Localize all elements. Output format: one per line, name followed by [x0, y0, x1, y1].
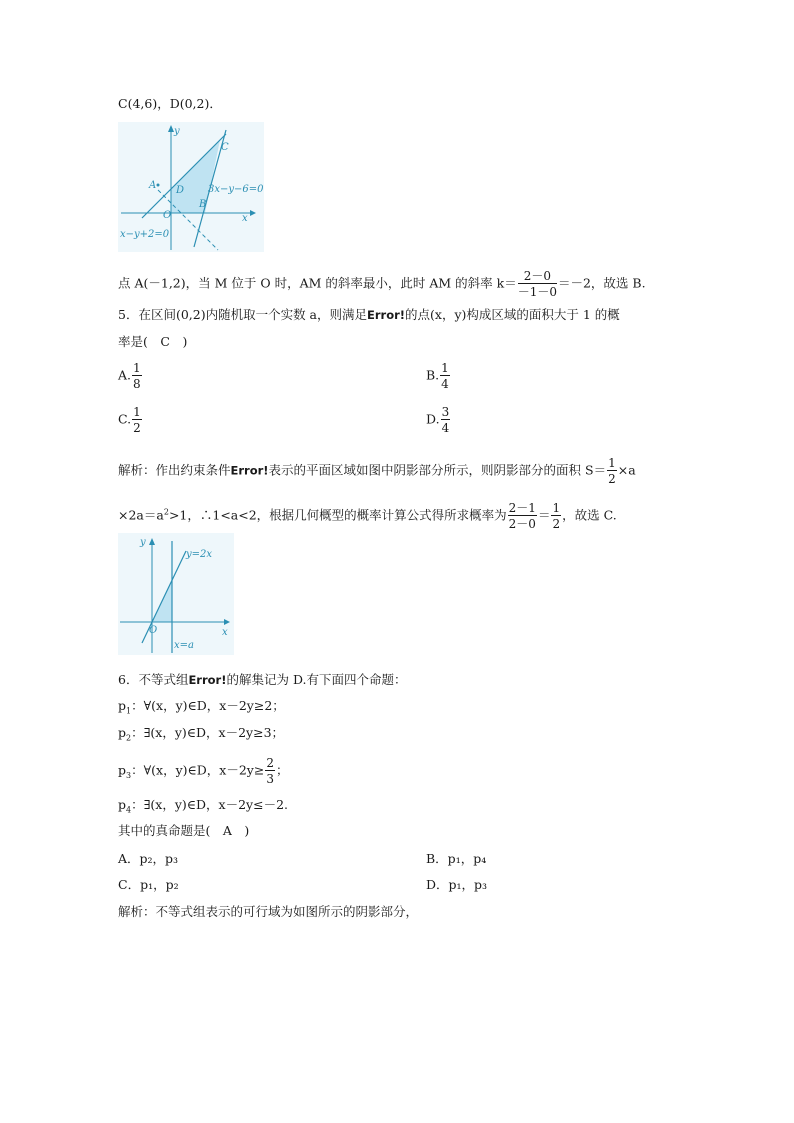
fig2-x-label: x [222, 627, 228, 638]
p3-end: ； [275, 762, 289, 778]
p2-text: ：∃(x，y)∈D，x－2y≥3； [131, 725, 285, 740]
fig1-point-b: B [199, 199, 207, 210]
q5-error-marker: Error! [367, 308, 406, 322]
p3-den: 3 [266, 772, 274, 786]
slope-text-a: 点 A(－1,2)，当 M 位于 O 时，AM 的斜率最小，此时 AM 的斜率 k＝ [118, 275, 517, 291]
sol5-text-b: 表示的平面区域如图中阴影部分所示，则阴影部分的面积 S＝ [268, 462, 607, 478]
sol5-error-marker: Error! [230, 463, 269, 478]
q5-option-c [118, 406, 143, 434]
text-line-c-d: C(4,6)，D(0,2)． [118, 96, 222, 111]
fig1-point-c: C [221, 142, 229, 153]
sol5-den3: 2 [552, 517, 561, 531]
question-6-stem [118, 672, 407, 688]
fig2-point-o: O [149, 625, 158, 636]
q5-c-den: 2 [133, 421, 141, 435]
sol5-num: 1 [608, 456, 616, 470]
sol5-text-e: >1，∴1<a<2，根据几何概型的概率计算公式得所求概率为 [168, 507, 507, 523]
q6-option-d: D．p₁，p₃ [426, 877, 488, 892]
slope-fraction [518, 270, 557, 298]
q5-option-a [118, 362, 143, 390]
q5-option-d [426, 406, 451, 434]
q6-option-c: C．p₁，p₂ [118, 877, 179, 892]
slope-text-b: ＝－2，故选 B. [557, 275, 646, 291]
q5-a-den: 8 [133, 377, 141, 391]
fig1-point-d: D [176, 185, 185, 196]
question-5-answer: 率是( C ) [118, 334, 188, 349]
fig2-y-label: y [140, 537, 146, 548]
q6-error-marker: Error! [188, 673, 227, 687]
q5-option-c-label: C. [118, 411, 132, 427]
q5-a-num: 1 [133, 361, 141, 375]
sol5-num3: 1 [552, 501, 561, 515]
fig1-x-label: x [242, 213, 248, 224]
p4-text: ：∃(x，y)∈D，x－2y≤－2. [131, 797, 288, 812]
question-6-answer: 其中的真命题是( A ) [118, 823, 250, 838]
proposition-p1: $p_1$：∀(x，y)∈D，x－2y≥2； [118, 698, 285, 716]
q5-option-d-label: D. [426, 411, 440, 427]
q5-b-den: 4 [441, 377, 449, 391]
figure-1-feasible-region [118, 122, 264, 252]
sol5-text-c: ×a [617, 462, 636, 478]
sol5-den2: 2－0 [508, 517, 536, 531]
fig1-point-o: O [163, 210, 172, 221]
q5-option-b-label: B. [426, 367, 440, 383]
proposition-p4: $p_4$：∃(x，y)∈D，x－2y≤－2. [118, 797, 288, 815]
solution-5-line-1 [118, 457, 636, 485]
fig1-point-a: A [149, 180, 157, 191]
q6-option-a: A．p₂，p₃ [118, 851, 179, 866]
slope-numerator: 2－0 [518, 270, 557, 284]
q6-option-b: B．p₁，p₄ [426, 851, 487, 866]
fig2-line-2-label: x=a [174, 640, 194, 651]
fig2-line-1-label: y=2x [186, 549, 213, 560]
slope-denominator: －1－0 [517, 285, 557, 299]
q5-option-a-label: A. [118, 367, 132, 383]
q5-text-a: 5．在区间(0,2)内随机取一个实数 a，则满足 [118, 307, 368, 322]
sol5-num2: 2－1 [508, 501, 536, 515]
sol5-text-g: ，故选 C. [562, 507, 617, 523]
p3-text: ：∀(x，y)∈D，x－2y≥ [131, 762, 265, 778]
proposition-p2: $p_2$：∃(x，y)∈D，x－2y≥3； [118, 725, 285, 743]
figure-2-shaded-region [118, 533, 234, 655]
q5-b-num: 1 [441, 361, 449, 375]
q5-text-b: 的点(x，y)构成区域的面积大于 1 的概 [405, 307, 620, 322]
p1-text: ：∀(x，y)∈D，x－2y≥2； [131, 698, 285, 713]
solution-5-line-2 [118, 502, 617, 530]
p3-num: 2 [266, 756, 274, 770]
q6-text-b: 的解集记为 D.有下面四个命题： [226, 672, 407, 687]
solution-6-line-1: 解析：不等式组表示的可行域为如图所示的阴影部分， [118, 904, 419, 919]
sol5-text-d: ×2a＝a [118, 507, 164, 523]
fig1-line-2-label: x−y+2=0 [120, 229, 170, 240]
text-line-slope [118, 270, 646, 298]
fig1-line-1-label: 3x−y−6=0 [208, 184, 264, 195]
sol5-text-a: 解析：作出约束条件 [118, 462, 231, 478]
q5-d-den: 4 [441, 421, 450, 435]
question-5-stem [118, 307, 620, 323]
fig1-y-label: y [174, 126, 180, 137]
q5-option-b [426, 362, 451, 390]
sol5-square-sup: 2 [163, 507, 169, 517]
q6-text-a: 6．不等式组 [118, 672, 189, 687]
proposition-p3: $p_3$：∀(x，y)∈D，x－2y≥ $\frac{2}{3}$ ； [118, 756, 289, 786]
q5-c-num: 1 [133, 405, 141, 419]
sol5-den: 2 [608, 472, 616, 486]
q5-d-num: 3 [441, 405, 450, 419]
sol5-text-f: ＝ [537, 507, 551, 523]
